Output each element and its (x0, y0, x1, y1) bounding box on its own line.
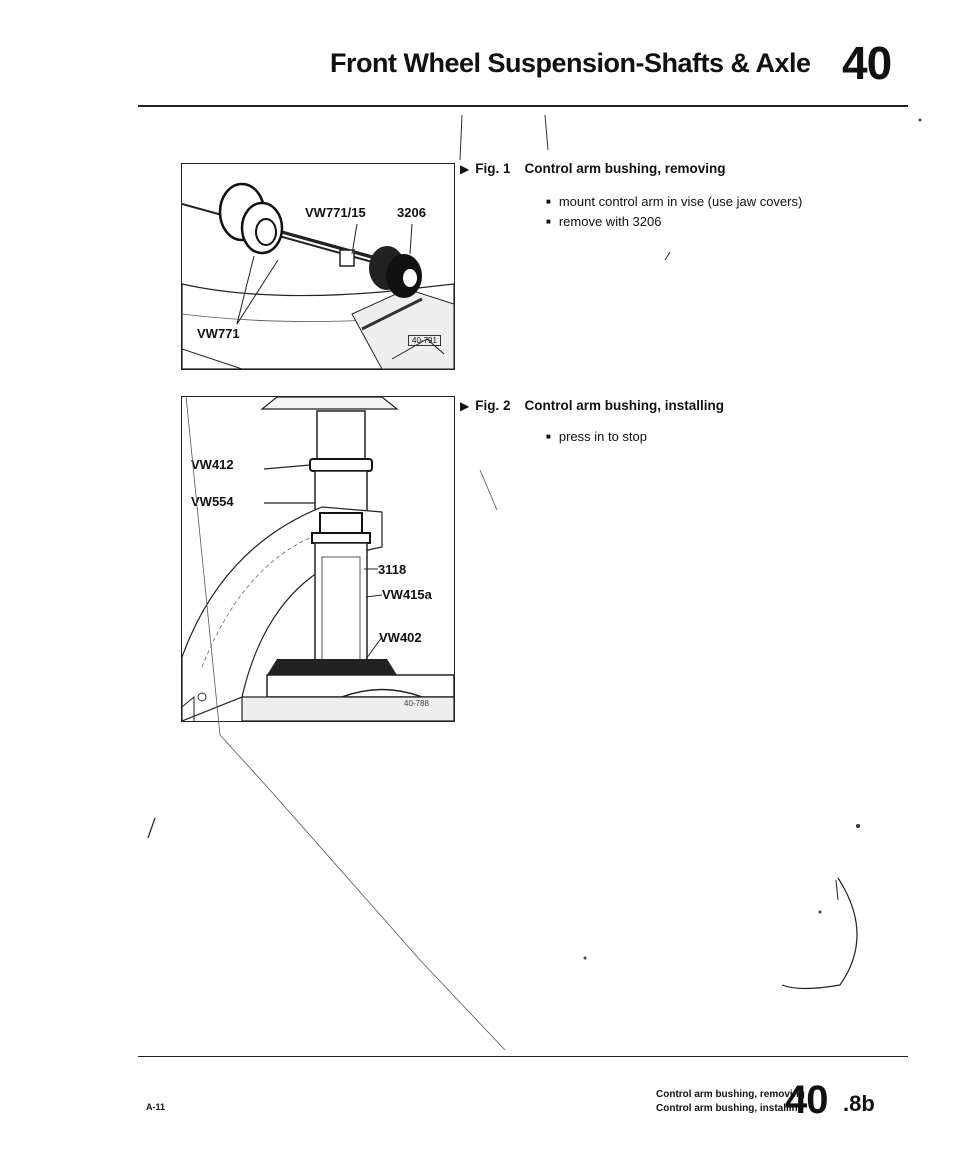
caption-1-title: Control arm bushing, removing (524, 161, 726, 176)
footer-code: A-11 (146, 1102, 166, 1112)
footer-page-number: 40 (785, 1078, 828, 1122)
footer-index-line-1: Control arm bushing, removing (656, 1089, 805, 1100)
caption-2-bullet-1: ■ press in to stop (546, 428, 647, 448)
page-header-title: Front Wheel Suspension-Shafts & Axle (330, 48, 811, 78)
callout-vw412: VW412 (191, 457, 234, 472)
caption-1-heading (460, 161, 726, 176)
caption-1-bullet-2: ■ remove with 3206 (546, 213, 802, 233)
figure-1-illustration (181, 163, 455, 370)
callout-3118: 3118 (378, 562, 407, 577)
caption-2-fig-label: Fig. 2 (475, 398, 511, 413)
footer-index-line-2: Control arm bushing, installing (656, 1103, 804, 1114)
caption-2-bullets (546, 428, 647, 448)
callout-3206: 3206 (397, 205, 426, 220)
callout-vw415a: VW415a (382, 587, 432, 602)
header-rule (138, 105, 908, 107)
footer-page-suffix: .8b (843, 1091, 875, 1116)
figure-1-number: 40-791 (408, 335, 441, 346)
callout-vw771: VW771 (197, 326, 240, 341)
pointer-arrow-icon: ▶ (460, 399, 470, 413)
callout-vw771-15: VW771/15 (305, 205, 366, 220)
figure-2-drawing (182, 397, 454, 721)
callout-vw402: VW402 (379, 630, 422, 645)
caption-2-heading (460, 398, 724, 413)
caption-1-fig-label: Fig. 1 (475, 161, 511, 176)
footer-index (656, 1088, 805, 1116)
section-number: 40 (842, 37, 892, 89)
callout-vw554: VW554 (191, 494, 234, 509)
figure-2-illustration (181, 396, 455, 722)
caption-1-bullets (546, 193, 802, 233)
caption-1-bullet-1: ■ mount control arm in vise (use jaw covers) (546, 193, 802, 213)
caption-2-title: Control arm bushing, installing (524, 398, 725, 413)
footer-rule (138, 1056, 908, 1057)
figure-2-number: 40-788 (404, 699, 429, 708)
pointer-arrow-icon: ▶ (460, 162, 470, 176)
